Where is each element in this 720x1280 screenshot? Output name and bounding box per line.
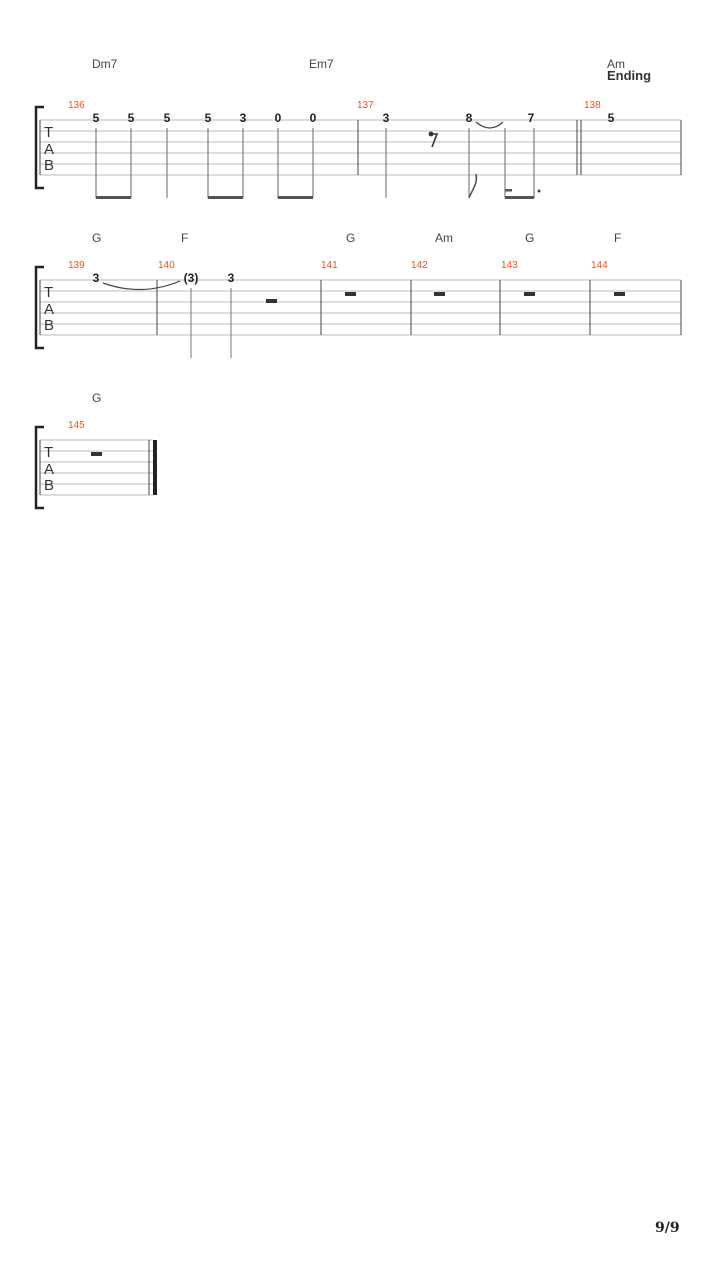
note-beams [96,189,534,199]
fret-number: 0 [274,111,282,125]
fret-number: 5 [204,111,212,125]
system-3 [36,391,157,508]
measure-number: 138 [584,100,601,111]
chord-name: G [525,231,535,245]
fret-number: 8 [465,111,473,125]
tab-clef-letter: T [44,284,54,301]
page-number: 9/9 [655,1220,680,1236]
barlines [157,280,681,335]
note-stems [191,288,231,358]
system-1 [36,57,681,199]
tab-clef-letter: A [44,141,55,158]
measure-number: 143 [501,260,518,271]
chord-name: G [92,231,102,245]
fret-number: 3 [227,271,235,285]
fret-number: 5 [607,111,615,125]
staff-lines [40,280,681,335]
chord-name: Dm7 [92,57,118,71]
whole-rest [345,292,356,296]
measure-number: 139 [68,260,85,271]
note-flag [469,174,476,198]
chord-name: Am [435,231,453,245]
whole-rest [434,292,445,296]
half-rest [266,299,277,303]
fret-number: 3 [239,111,247,125]
chord-name: Am [607,57,625,71]
measure-number: 136 [68,100,85,111]
system-2 [36,231,681,358]
tab-clef-letter: B [44,477,55,494]
measure-number: 142 [411,260,428,271]
fret-number: 3 [92,271,100,285]
chord-name: Em7 [309,57,334,71]
tab-clef-letter: T [44,124,54,141]
final-barline-thick [153,440,157,495]
tie [103,281,180,290]
tab-clef-letter: T [44,444,54,461]
tab-clef-letter: A [44,461,55,478]
chord-name: G [346,231,356,245]
fret-number: 5 [163,111,171,125]
eighth-rest [429,132,437,147]
tab-clef-letter: A [44,301,55,318]
fret-number: 0 [309,111,317,125]
note-stems [96,128,534,198]
fret-number: 5 [92,111,100,125]
fret-number: 3 [382,111,390,125]
fret-number: 7 [527,111,535,125]
rests [266,292,625,303]
staff-lines [40,120,681,175]
whole-rest [614,292,625,296]
measure-number: 144 [591,260,608,271]
chord-name: F [181,231,189,245]
whole-rest [91,452,102,456]
tab-clef-letter: B [44,157,55,174]
dot [538,190,541,193]
chord-name: G [92,391,102,405]
whole-rest [524,292,535,296]
measure-number: 141 [321,260,338,271]
fret-number: 5 [127,111,135,125]
measure-number: 137 [357,100,374,111]
tie [476,122,503,128]
fret-number: (3) [183,271,199,285]
chord-name: F [614,231,622,245]
staff-lines [40,440,153,495]
section-marker: Ending [607,68,652,83]
measure-number: 140 [158,260,175,271]
measure-number: 145 [68,420,85,431]
tab-clef-letter: B [44,317,55,334]
